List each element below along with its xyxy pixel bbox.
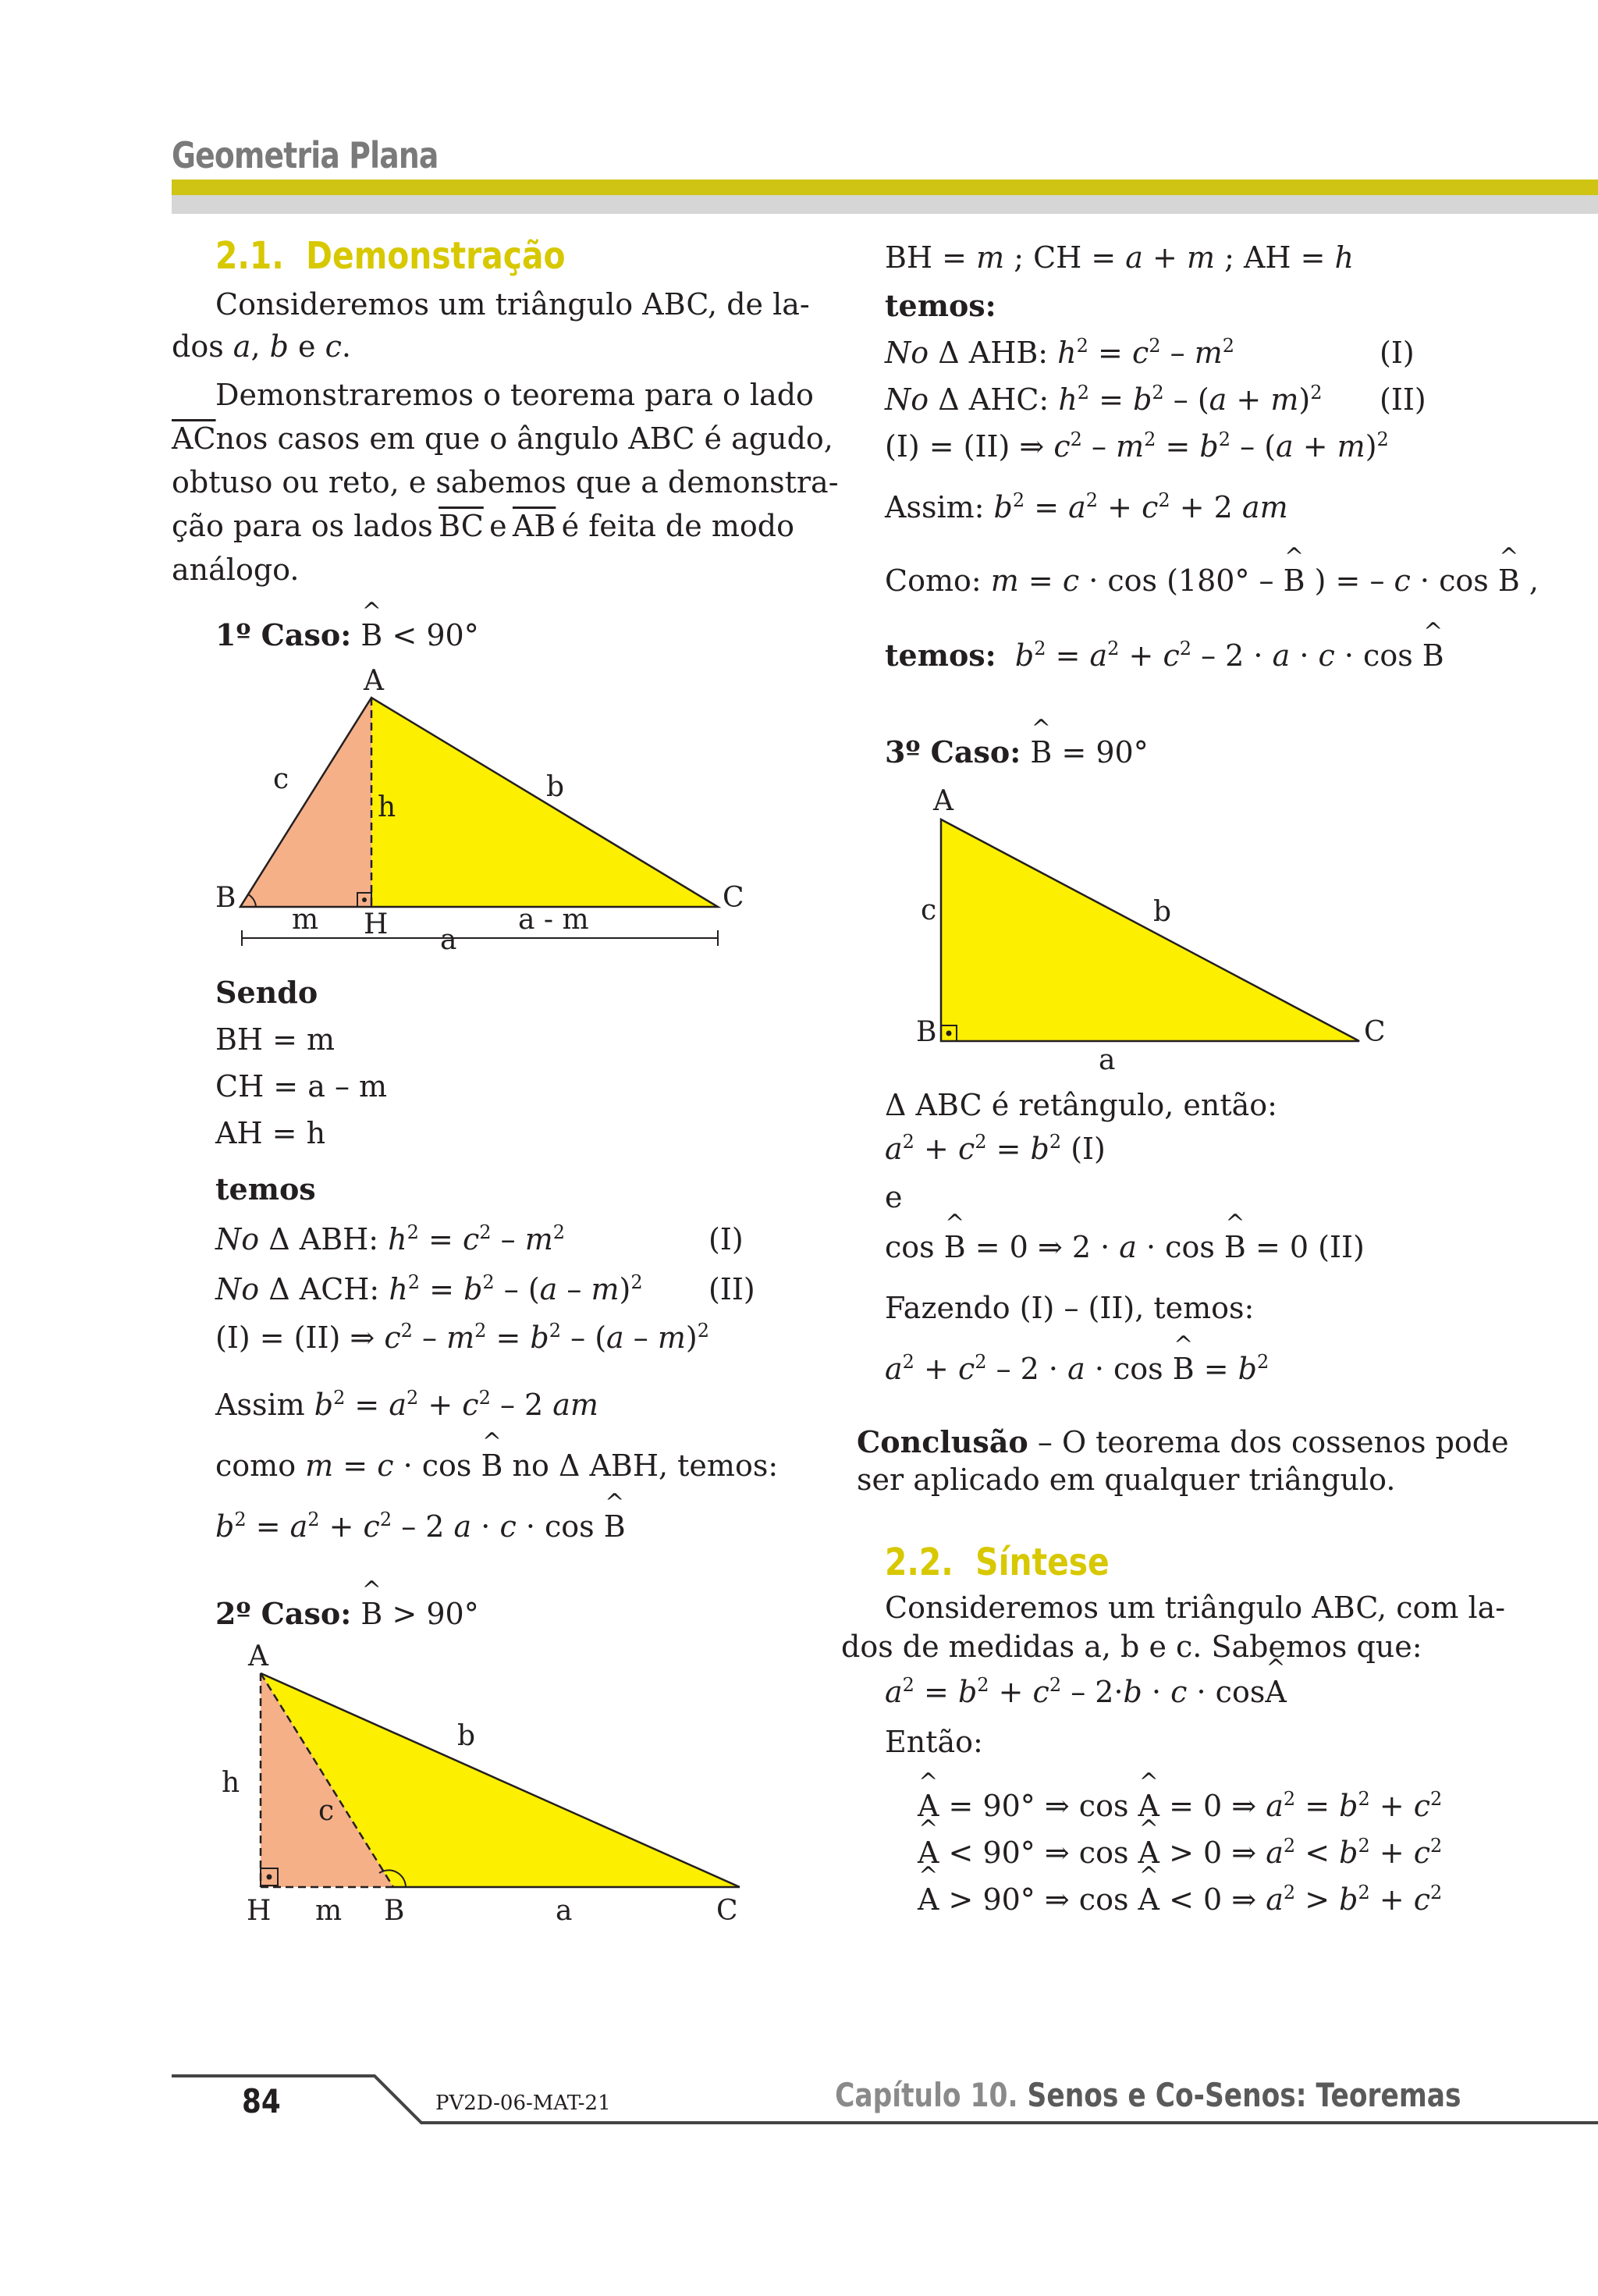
segment-label-m: m [315, 1895, 343, 1927]
case1-heading: 1º Caso: ^ B < 90° [215, 613, 479, 657]
equation-assim: Assim: $b^2 = a^2 + c^2 + 2$ am [885, 489, 1288, 524]
equation-result-right: $a^2 + c^2 - 2 \cdot a \cdot \cos$ ^ $B = b^2$ [885, 1347, 1269, 1391]
equation-result-obtuse: temos: $b^2 = a^2 + c^2 - 2 \cdot a \cdot c \cdot \cos$ ^ B [885, 634, 1444, 677]
vertex-label-b: B [215, 882, 236, 914]
side-label-b: b [457, 1720, 476, 1752]
equation-pythagoras: $a^2 + c^2 = b^2$ (I) [885, 1131, 1106, 1166]
segment-ab: $\overline{AB}$ [512, 509, 556, 543]
section-number: 2.2. [885, 1541, 953, 1584]
entao-line: Então: [885, 1725, 983, 1759]
equation-equate: (I) = (II) ⇒ $c^2 - m^2 = b^2 - (a - m)^2$ [215, 1320, 709, 1355]
equation-tag-ii: (II) [1380, 382, 1426, 417]
section-heading-demonstracao [215, 234, 566, 278]
equation-tag-ii: (II) [708, 1272, 755, 1306]
case3-heading: 3º Caso: ^ B = 90° [885, 730, 1149, 774]
def-line: BH = m ; CH = a + m ; AH = h [885, 240, 1355, 275]
synthesis-case-acute: ^ A < 90° ⇒ cos ^ A > 0 ⇒ $a^2 < b^2 + c^2$ [918, 1831, 1442, 1875]
conjunction-e: e [885, 1180, 903, 1214]
paragraph-line: dos de medidas a, b e c. Sabemos que: [841, 1630, 1422, 1664]
temos-heading: temos: [885, 288, 996, 323]
sendo-heading: Sendo [215, 975, 318, 1010]
equation-law-of-cosines: $a^2 = b^2 + c^2 - 2\cdot b \cdot c$ · cos^ A [885, 1670, 1287, 1714]
equation-equate: (I) = (II) ⇒ $c^2 - m^2 = b^2 - (a + m)^2$ [885, 428, 1389, 464]
paragraph-line: obtuso ou reto, e sabemos que a demonstra- [172, 465, 839, 499]
paragraph-line: análogo. [172, 553, 300, 587]
side-label-c: c [273, 763, 289, 795]
segment-label-a: a [440, 924, 457, 956]
equation-como: Como: m = c · cos (180° – ^ B ) = – c · cos ^ B , [885, 559, 1539, 602]
vertex-label-b: B [384, 1895, 405, 1927]
paragraph-line: Consideremos um triângulo ABC, com la- [885, 1590, 1506, 1625]
paragraph-line: ção para os lados $\overline{BC}$ e $\overline{AB}$ é feita de modo [172, 504, 794, 548]
figure-case1-acute [211, 663, 744, 960]
running-header-title: Geometria Plana [172, 134, 439, 176]
header-bar-gray [172, 195, 1598, 214]
segment-label-a-minus-m: a - m [518, 904, 589, 936]
segment-bc: $\overline{BC}$ [439, 509, 484, 543]
section-heading-sintese [885, 1541, 1110, 1584]
equation-tag-i: (I) [708, 1222, 744, 1256]
vertex-label-c: C [1364, 1016, 1386, 1048]
section-title: Demonstração [306, 234, 566, 278]
vertex-label-h: H [247, 1895, 272, 1927]
header-bar-yellow [172, 179, 1598, 195]
document-code: PV2D-06-MAT-21 [435, 2092, 611, 2115]
vertex-label-a: A [364, 665, 384, 697]
paragraph-line: Demonstraremos o teorema para o lado [215, 378, 814, 412]
side-label-c: c [318, 1795, 335, 1827]
paragraph-line: $\overline{AC}$ nos casos em que o ângulo ABC é agudo, [172, 417, 794, 460]
segment-ac: $\overline{AC}$ [172, 421, 216, 456]
right-triangle-statement: Δ ABC é retângulo, então: [885, 1088, 1277, 1122]
equation-result-acute: $b^2 = a^2 + c^2 - 2$ a · c · cos ^ B [215, 1505, 626, 1548]
side-label-c: c [921, 894, 937, 926]
def-ch: CH = a – m [215, 1069, 388, 1104]
conclusao-line1: Conclusão – O teorema dos cossenos pode [857, 1424, 1509, 1459]
side-label-b: b [1153, 896, 1172, 928]
vertex-label-h: H [364, 908, 389, 940]
height-label-h: h [222, 1767, 240, 1799]
conclusao-line2: ser aplicado em qualquer triângulo. [857, 1463, 1396, 1497]
equation-assim: Assim $b^2 = a^2 + c^2 - 2$ am [215, 1387, 598, 1422]
segment-label-m: m [292, 904, 319, 936]
equation-abh: No Δ ABH: $h^2 = c^2 - m^2$ [215, 1221, 566, 1256]
vertex-label-c: C [723, 882, 744, 914]
equation-como: como m = c · cos ^ B no Δ ABH, temos: [215, 1444, 778, 1487]
vertex-label-c: C [716, 1895, 738, 1927]
paragraph-line: dos a, b e c. [172, 329, 351, 364]
vertex-label-a: A [933, 785, 953, 817]
equation-tag-i: (I) [1380, 336, 1415, 370]
side-label-a: a [1099, 1044, 1116, 1076]
page-number: 84 [242, 2082, 281, 2120]
section-title: Síntese [975, 1541, 1110, 1584]
equation-ahc: No Δ AHC: $h^2 = b^2 - (a + m)^2$ [885, 382, 1323, 417]
equation-cos-zero: cos ^ B = 0 ⇒ 2 · a · cos ^ B = 0 (II) [885, 1225, 1365, 1269]
figure-case3-right [897, 780, 1404, 1077]
chapter-footer: Capítulo 10. Senos e Co-Senos: Teoremas [834, 2076, 1461, 2114]
case2-heading: 2º Caso: ^ B > 90° [215, 1592, 479, 1636]
height-label-h: h [378, 791, 396, 823]
synthesis-case-right: ^ A = 90° ⇒ cos ^ A = 0 ⇒ $a^2 = b^2 + c^2$ [918, 1784, 1442, 1828]
def-ah: AH = h [215, 1116, 326, 1150]
section-number: 2.1. [215, 234, 284, 278]
triangle-abc [941, 819, 1359, 1041]
temos-heading: temos [215, 1171, 316, 1207]
vertex-label-b: B [916, 1016, 937, 1048]
def-bh: BH = m [215, 1022, 336, 1057]
fazendo-line: Fazendo (I) – (II), temos: [885, 1291, 1255, 1325]
equation-ahb: No Δ AHB: $h^2 = c^2 - m^2$ [885, 335, 1235, 370]
figure-case2-obtuse [222, 1639, 765, 1928]
paragraph-line: Consideremos um triângulo ABC, de la- [215, 287, 810, 322]
synthesis-case-obtuse: ^ A > 90° ⇒ cos ^ A < 0 ⇒ $a^2 > b^2 + c^2$ [918, 1878, 1442, 1921]
side-label-b: b [546, 771, 565, 803]
equation-ach: No Δ ACH: $h^2 = b^2 - (a - m)^2$ [215, 1271, 643, 1306]
segment-label-a: a [556, 1895, 573, 1927]
vertex-label-a: A [248, 1640, 268, 1672]
